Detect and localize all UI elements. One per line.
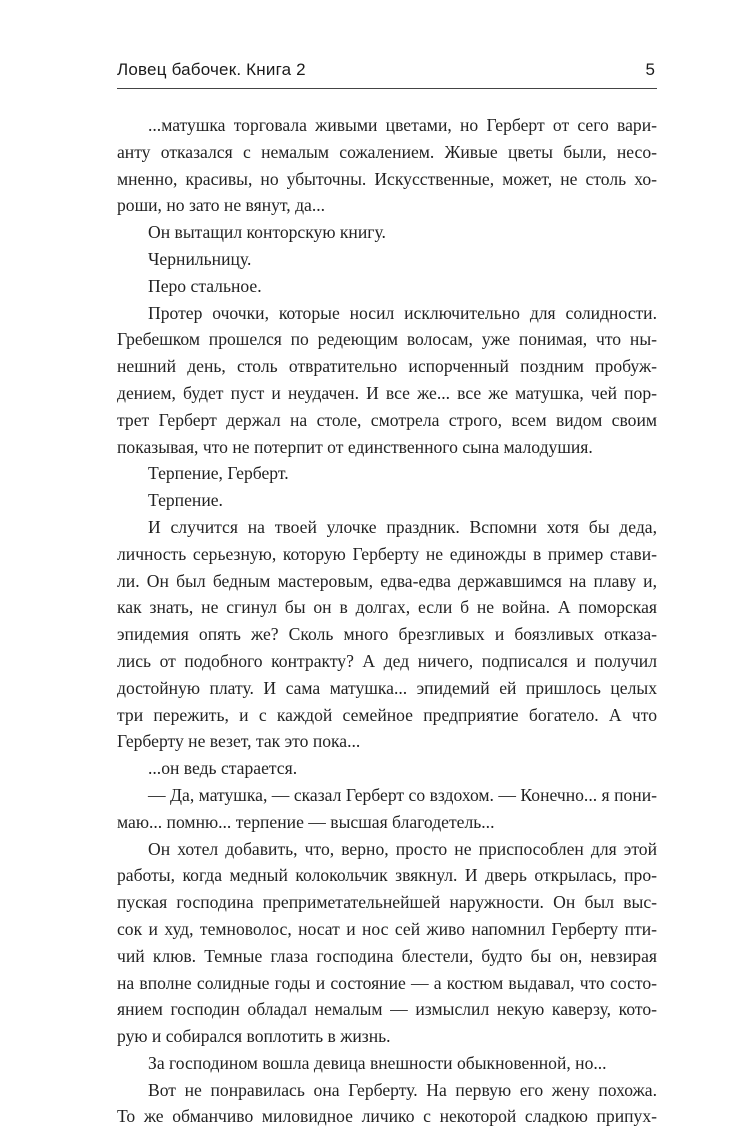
text-line: чий клюв. Темные глаза господина блестели, будто бы он, невзирая — [117, 945, 657, 966]
text-line: личность серьезную, которую Герберту не единожды в пример стави- — [117, 543, 657, 564]
text-line: нешний день, столь отвратительно испорченный поздним пробуж- — [117, 356, 657, 377]
text-line: эпидемия опять же? Сколь много брезгливых и боязливых отказа- — [117, 624, 657, 645]
text-line: маю... помню... терпение — высшая благодетель... — [117, 811, 495, 832]
text-line: на вполне солидные годы и состояние — а костюм выдавал, что состо- — [117, 972, 657, 993]
text-line: три пережить, и с каждой семейное предприятие богатело. А что — [117, 704, 657, 725]
text-line: Герберту не везет, так это пока... — [117, 731, 361, 752]
text-line: пуская господина преприметательнейшей наружности. Он был выс- — [117, 892, 657, 913]
header-divider — [117, 88, 657, 89]
text-line: Чернильницу. — [148, 248, 252, 269]
text-line: Терпение, Герберт. — [148, 463, 289, 484]
text-line: И случится на твоей улочке праздник. Вспомни хотя бы деда, — [148, 516, 657, 537]
text-line: сок и худ, темноволос, носат и нос сей живо напомнил Герберту пти- — [117, 918, 657, 939]
text-line: Протер очочки, которые носил исключительно для солидности. — [148, 302, 657, 323]
text-line: ...он ведь старается. — [148, 758, 298, 779]
text-line: Гребешком прошелся по редеющим волосам, уже понимая, что ны- — [117, 329, 657, 350]
text-line: лись от подобного контракту? А дед ничего, подписался и получил — [117, 650, 657, 671]
text-line: трет Герберт держал на столе, смотрела строго, всем видом своим — [117, 409, 657, 430]
running-header — [117, 52, 657, 90]
page-number: 5 — [645, 60, 655, 79]
text-line: — Да, матушка, — сказал Герберт со вздохом. — Конечно... я пони- — [148, 784, 657, 805]
text-line: За господином вошла девица внешности обыкновенной, но... — [148, 1052, 607, 1073]
text-line: ...матушка торговала живыми цветами, но Герберт от сего вари- — [148, 115, 657, 135]
text-line: достойную плату. И сама матушка... эпидемий ей пришлось целых — [117, 677, 657, 698]
book-title: Ловец бабочек. Книга 2 — [117, 60, 306, 79]
body-text — [117, 112, 657, 1130]
text-line: показывая, что не потерпит от единственного сына малодушия. — [117, 436, 593, 457]
text-line: как знать, не сгинул бы он в долгах, если б не война. А поморская — [117, 597, 657, 618]
text-line: рую и собирался воплотить в жизнь. — [117, 1026, 391, 1047]
text-line: анту отказался с немалым сожалением. Живые цветы были, несо- — [117, 141, 657, 162]
text-line: Он вытащил конторскую книгу. — [148, 222, 386, 243]
text-line: Перо стальное. — [148, 275, 262, 296]
text-line: работы, когда медный колокольчик звякнул. И дверь открылась, про- — [117, 865, 657, 886]
text-line: Терпение. — [148, 490, 223, 511]
text-line: янием господин обладал немалым — измыслил некую каверзу, кото- — [117, 999, 657, 1020]
text-line: ли. Он был бедным мастеровым, едва-едва державшимся на плаву и, — [117, 570, 657, 591]
text-line: То же обманчиво миловидное личико с некоторой сладкою припух- — [117, 1106, 657, 1127]
text-line: Он хотел добавить, что, верно, просто не приспособлен для этой — [148, 838, 657, 859]
text-line: дением, будет пуст и неудачен. И все же... все же матушка, чей пор- — [117, 382, 657, 403]
text-line: Вот не понравилась она Герберту. На первую его жену похожа. — [148, 1079, 657, 1100]
text-line: роши, но зато не вянут, да... — [117, 195, 326, 216]
text-line: мненно, красивы, но убыточны. Искусственные, может, не столь хо- — [117, 168, 657, 189]
